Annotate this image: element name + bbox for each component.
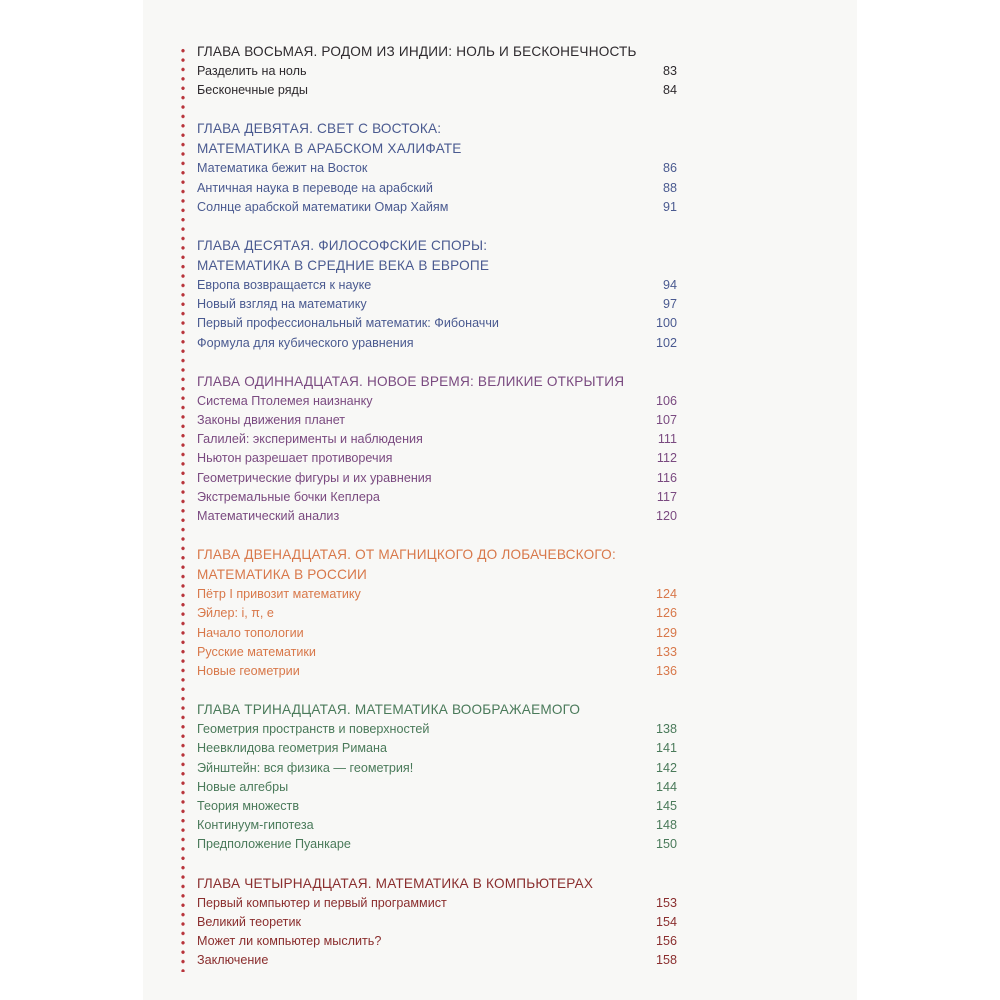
entry-text: Заключение xyxy=(197,953,269,968)
page-number: 156 xyxy=(655,934,677,949)
page-number: 133 xyxy=(655,644,677,659)
entry-text: Разделить на ноль xyxy=(197,64,307,78)
page-number: 97 xyxy=(662,297,677,312)
chapter-title: ГЛАВА ЧЕТЫРНАДЦАТАЯ. МАТЕМАТИКА В КОМПЬЮТЕРАХ xyxy=(197,875,594,891)
entry-text: Пётр I привозит математику xyxy=(197,587,361,602)
page-number: 83 xyxy=(662,64,677,78)
toc-entry xyxy=(197,797,677,816)
toc-entry xyxy=(197,759,677,778)
toc-entry xyxy=(197,295,677,314)
entry-text: Начало топологии xyxy=(197,625,304,640)
entry-text: Новые геометрии xyxy=(197,664,300,679)
chapter-title: ГЛАВА ВОСЬМАЯ. РОДОМ ИЗ ИНДИИ: НОЛЬ И БЕСКОНЕЧНОСТЬ xyxy=(197,44,637,59)
page-number: 142 xyxy=(655,760,677,775)
chapter-14 xyxy=(197,874,677,971)
entry-text: Теория множеств xyxy=(197,799,300,814)
page-number: 102 xyxy=(655,335,677,350)
entry-text: Солнце арабской математики Омар Хайям xyxy=(197,199,449,214)
chapter-title: МАТЕМАТИКА В АРАБСКОМ ХАЛИФАТЕ xyxy=(197,141,462,157)
page-number: 136 xyxy=(655,664,677,679)
toc-entry xyxy=(197,449,677,468)
page-number: 86 xyxy=(662,161,677,176)
chapter-12 xyxy=(197,545,677,681)
entry-text: Первый компьютер и первый программист xyxy=(197,895,447,910)
entry-text: Русские математики xyxy=(197,644,316,659)
entry-text: Предположение Пуанкаре xyxy=(197,837,351,852)
page-number: 94 xyxy=(662,278,677,293)
toc-entry xyxy=(197,392,677,411)
toc-entry xyxy=(197,816,677,835)
page-number: 144 xyxy=(655,779,677,794)
toc-entry xyxy=(197,179,677,198)
toc-entry xyxy=(197,662,677,681)
toc-entry xyxy=(197,951,677,970)
entry-text: Ньютон разрешает противоречия xyxy=(197,451,393,466)
page-number: 153 xyxy=(655,895,677,910)
page-number: 120 xyxy=(655,509,677,524)
page-number: 107 xyxy=(655,413,677,428)
toc-entry xyxy=(197,894,677,913)
page-number: 117 xyxy=(656,489,677,504)
toc-entry xyxy=(197,739,677,758)
toc-entry xyxy=(197,507,677,526)
page-number: 154 xyxy=(655,914,677,929)
toc-entry xyxy=(197,81,677,100)
toc-entry xyxy=(197,720,677,739)
toc-entry xyxy=(197,198,677,217)
entry-text: Бесконечные ряды xyxy=(197,83,308,98)
page-number: 91 xyxy=(662,199,677,214)
page-number: 88 xyxy=(662,180,677,195)
toc-entry xyxy=(197,469,677,488)
toc-entry xyxy=(197,778,677,797)
toc-entry xyxy=(197,932,677,951)
page-number: 158 xyxy=(655,953,677,968)
chapter-9 xyxy=(197,119,677,217)
page-number: 100 xyxy=(655,316,677,331)
chapter-title: ГЛАВА ДЕВЯТАЯ. СВЕТ С ВОСТОКА: xyxy=(197,121,442,137)
page-number: 126 xyxy=(655,606,677,621)
chapter-11 xyxy=(197,372,677,526)
entry-text: Система Птолемея наизнанку xyxy=(197,393,373,408)
page-number: 84 xyxy=(662,83,677,98)
chapter-title: ГЛАВА ТРИНАДЦАТАЯ. МАТЕМАТИКА ВООБРАЖАЕМОГО xyxy=(197,702,581,718)
entry-text: Античная наука в переводе на арабский xyxy=(197,180,433,195)
page-number: 148 xyxy=(655,818,677,833)
entry-text: Геометрические фигуры и их уравнения xyxy=(197,470,432,485)
entry-text: Неевклидова геометрия Римана xyxy=(197,741,387,756)
entry-text: Экстремальные бочки Кеплера xyxy=(197,489,380,504)
entry-text: Галилей: эксперименты и наблюдения xyxy=(197,432,423,447)
page-number: 129 xyxy=(655,625,677,640)
chapter-13 xyxy=(197,700,677,854)
entry-text: Математический анализ xyxy=(197,509,340,524)
toc-entry xyxy=(197,430,677,449)
page-number: 111 xyxy=(657,432,677,447)
entry-text: Новый взгляд на математику xyxy=(197,297,367,312)
chapter-title: МАТЕМАТИКА В РОССИИ xyxy=(197,567,368,583)
entry-text: Законы движения планет xyxy=(197,413,346,428)
entry-text: Эйлер: i, π, e xyxy=(197,606,274,621)
page-number: 145 xyxy=(655,799,677,814)
toc-entry xyxy=(197,411,677,430)
toc-entry xyxy=(197,643,677,662)
toc-entry xyxy=(197,159,677,178)
entry-text: Формула для кубического уравнения xyxy=(197,335,414,350)
toc-entry xyxy=(197,62,677,81)
toc-entry xyxy=(197,835,677,854)
entry-text: Эйнштейн: вся физика — геометрия! xyxy=(197,760,414,775)
toc-entry xyxy=(197,913,677,932)
chapter-title: МАТЕМАТИКА В СРЕДНИЕ ВЕКА В ЕВРОПЕ xyxy=(197,258,490,274)
entry-text: Математика бежит на Восток xyxy=(197,161,368,176)
toc-entry xyxy=(197,314,677,333)
page-number: 124 xyxy=(655,587,677,602)
chapter-title: ГЛАВА ДВЕНАДЦАТАЯ. ОТ МАГНИЦКОГО ДО ЛОБАЧЕВСКОГО: xyxy=(197,547,616,563)
entry-text: Геометрия пространств и поверхностей xyxy=(197,722,430,737)
chapter-title: ГЛАВА ОДИННАДЦАТАЯ. НОВОЕ ВРЕМЯ: ВЕЛИКИЕ ОТКРЫТИЯ xyxy=(197,373,625,389)
page-number: 112 xyxy=(656,451,677,466)
toc-entry xyxy=(197,585,677,604)
entry-text: Новые алгебры xyxy=(197,779,289,794)
entry-text: Великий теоретик xyxy=(197,914,301,929)
chapter-title: ГЛАВА ДЕСЯТАЯ. ФИЛОСОФСКИЕ СПОРЫ: xyxy=(197,238,488,254)
entry-text: Континуум-гипотеза xyxy=(197,818,314,833)
entry-text: Европа возвращается к науке xyxy=(197,278,372,293)
toc-entry xyxy=(197,488,677,507)
page-number: 150 xyxy=(655,837,677,852)
table-of-contents xyxy=(197,42,677,990)
entry-text: Может ли компьютер мыслить? xyxy=(197,934,382,949)
page-number: 141 xyxy=(655,741,677,756)
toc-entry xyxy=(197,334,677,353)
chapter-10 xyxy=(197,236,677,353)
entry-text: Первый профессиональный математик: Фибоначчи xyxy=(197,316,499,331)
page-number: 116 xyxy=(656,470,677,485)
page-number: 106 xyxy=(655,393,677,408)
toc-entry xyxy=(197,276,677,295)
chapter-8 xyxy=(197,42,677,100)
toc-entry xyxy=(197,624,677,643)
toc-entry xyxy=(197,604,677,623)
dotted-margin-line xyxy=(181,46,185,972)
page-number: 138 xyxy=(655,722,677,737)
